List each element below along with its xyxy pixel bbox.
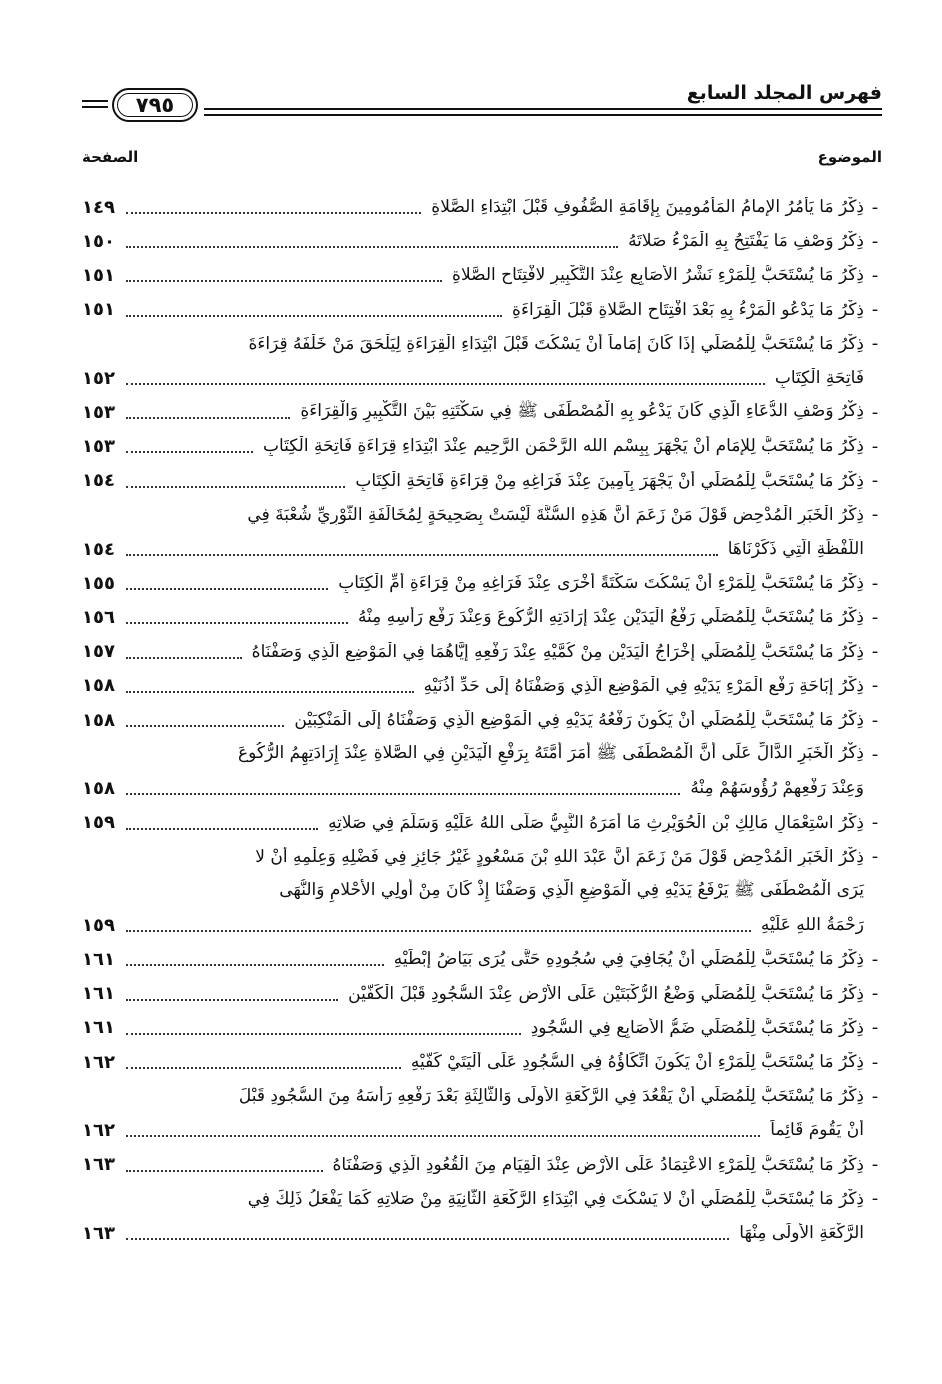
toc-entry-text: ذِكْرُ وَصْفِ مَا يَفْتَتِحُ بِهِ الْمَرْءُ صَلاتَهُ (628, 231, 864, 252)
entry-bullet: - (871, 504, 879, 526)
entry-bullet: - (871, 606, 879, 628)
header-rule-right (204, 114, 882, 116)
toc-entry-text: ذِكْرُ مَا يُسْتَحَبُّ لِلإِمَامِ أَنْ يَجْهَرَ بِبِسْمِ الله الرَّحْمَنِ الرَّحِيمِ عِنْدَ ابْتِدَاءِ قِرَاءَةِ فَاتِحَةِ الْكِتَابِ (262, 436, 864, 457)
toc-entry-line (82, 395, 882, 429)
entry-bullet: - (871, 812, 879, 834)
entry-bullet: - (871, 299, 879, 321)
toc-entry-text: أَنْ يَقُومَ قَائِماً (770, 1120, 864, 1141)
toc-page-number: ١٦٢ (82, 1119, 115, 1141)
header-rule-left (82, 106, 108, 108)
toc-entry-line (82, 942, 882, 976)
dot-leader (126, 1135, 760, 1137)
dot-leader (126, 212, 421, 214)
toc-entry-text: فَاتِحَةِ الْكِتَابِ (774, 368, 864, 388)
dot-leader (126, 1238, 729, 1240)
toc-page-number: ١٥١ (82, 264, 115, 286)
dot-leader (126, 930, 751, 932)
entry-bullet: - (871, 641, 879, 663)
dot-leader (126, 725, 284, 727)
entry-bullet: - (871, 743, 879, 765)
toc-entry-line (82, 190, 882, 224)
toc-entry-line (82, 361, 882, 395)
toc-page-number: ١٥٠ (82, 230, 115, 252)
toc-entry-text: ذِكْرُ مَا يُسْتَحَبُّ لِلْمُصَلِّي أَنْ يَكُونَ رَفْعُهُ يَدَيْهِ فِي الْمَوْضِعِ الَّذِي وَصَفْنَاهُ إِلَى الْمَنْكِبَيْنِ (294, 710, 864, 730)
column-label-page: الصفحة (82, 148, 139, 166)
toc-entry-line (82, 258, 882, 292)
toc-entry-line (82, 1045, 882, 1079)
entry-bullet: - (871, 264, 879, 286)
toc-entry-line (82, 1079, 882, 1113)
toc-entry-line (82, 703, 882, 737)
page-number-text: ٧٩٥ (135, 93, 175, 117)
toc-entry-text: ذِكْرُ الْخَبَرِ الْمُدْحِضِ قَوْلَ مَنْ زَعَمَ أَنَّ عَبْدَ اللهِ بْنَ مَسْعُودٍ غَيْرُ جَائِزٍ فِي فَضْلِهِ وَعِلْمِهِ أَنْ لا (255, 846, 864, 867)
dot-leader (126, 964, 384, 966)
dot-leader (126, 588, 328, 590)
dot-leader (126, 691, 414, 693)
toc-entry-text: ذِكْرُ مَا يُسْتَحَبُّ لِلْمَرْءِ نَشْرُ الأَصَابِعِ عِنْدَ التَّكْبِيرِ لافْتِتَاحِ الصَّلاةِ (452, 265, 864, 286)
dot-leader (126, 451, 253, 453)
toc-entry-line (82, 908, 882, 942)
toc-page-number: ١٥٤ (82, 538, 115, 560)
toc-entry-line (82, 498, 882, 532)
toc-entry-line (82, 806, 882, 840)
dot-leader (126, 383, 765, 385)
toc-page-number: ١٥٦ (82, 606, 115, 628)
toc-page-number: ١٥٢ (82, 367, 115, 389)
page-number (112, 88, 198, 122)
toc-page-number: ١٦٣ (82, 1154, 115, 1176)
dot-leader (126, 280, 442, 282)
toc-entry-line (82, 840, 882, 874)
entry-bullet: - (871, 675, 879, 697)
toc-entry-line (82, 977, 882, 1011)
toc-page-number: ١٥٨ (82, 709, 115, 731)
toc-page-number: ١٦١ (82, 948, 115, 970)
toc-entry-text: ذِكْرُ مَا يُسْتَحَبُّ لِلْمُصَلِّي إِذَا كَانَ إِمَاماً أَنْ يَسْكُتَ قَبْلَ ابْتِدَاءِ الْقِرَاءَةِ لِيَلْحَقَ مَنْ خَلْفَهُ قِرَاءَةَ (248, 333, 864, 354)
toc-entry-text: ذِكْرُ إِبَاحَةِ رَفْعِ الْمَرْءِ يَدَيْهِ فِي الْمَوْضِعِ الَّذِي وَصَفْنَاهُ إِلَى حَدِّ أُذُنَيْهِ (423, 675, 864, 696)
entry-bullet: - (871, 401, 879, 423)
toc-entry-line (82, 874, 882, 908)
header-rule-right (204, 108, 882, 110)
toc-entry-line (82, 669, 882, 703)
toc-page-number: ١٦٣ (82, 1222, 115, 1244)
toc-page-number: ١٥٧ (82, 641, 115, 663)
dot-leader (126, 1170, 323, 1172)
entry-bullet: - (871, 948, 879, 970)
toc-page-number: ١٥٩ (82, 914, 115, 936)
toc-entry-text: ذِكْرُ الْخَبَرِ الدَّالِّ عَلَى أَنَّ الْمُصْطَفَى ﷺ أَمَرَ أُمَّتَهُ بِرَفْعِ الْيَدَيْنِ فِي الصَّلاةِ عِنْدَ إِرَادَتِهِمُ الرُّكُوعَ (237, 742, 864, 763)
book-title: فهرس المجلد السابع (686, 82, 882, 104)
toc-entry-line (82, 737, 882, 771)
toc-entry-text: اللَّفْظَةِ الَّتِي ذَكَرْنَاهَا (727, 539, 864, 559)
toc-entry-text: ذِكْرُ مَا يُسْتَحَبُّ لِلْمُصَلِّي أَنْ لا يَسْكُتَ فِي ابْتِدَاءِ الرَّكْعَةِ الثَّانِيَةِ مِنْ صَلاتِهِ كَمَا يَفْعَلُ ذَلِكَ فِي (247, 1188, 864, 1209)
toc-page-number: ١٥٩ (82, 812, 115, 834)
entry-bullet: - (871, 709, 879, 731)
toc-entry-line (82, 600, 882, 634)
toc-entry-text: ذِكْرُ مَا يُسْتَحَبُّ لِلْمُصَلِّي إِخْرَاجُ الْيَدَيْنِ مِنْ كُمَّيْهِ عِنْدَ رَفْعِهِ إِيَّاهُمَا فِي الْمَوْضِعِ الَّذِي وَصَفْنَاهُ (251, 641, 864, 662)
toc-entry-line (82, 1113, 882, 1147)
toc-page-number: ١٥٣ (82, 401, 115, 423)
toc-entry-text: ذِكْرُ مَا يُسْتَحَبُّ لِلْمُصَلِّي أَنْ يَقْعُدَ فِي الرَّكْعَةِ الأُولَى وَالثَّالِثَةِ بَعْدَ رَفْعِهِ رَأْسَهُ مِنَ السُّجُودِ قَبْلَ (238, 1086, 864, 1107)
toc-page-number: ١٥١ (82, 299, 115, 321)
toc-entry-line (82, 1148, 882, 1182)
toc-entry-text: ذِكْرُ مَا يَأْمُرُ الإِمامُ المَأْمُومِينَ بِإِقَامَةِ الصُّفُوفِ قَبْلَ ابْتِدَاءِ الصَّلاةِ (431, 197, 864, 217)
dot-leader (126, 1067, 401, 1069)
dot-leader (126, 246, 618, 248)
entry-bullet: - (871, 983, 879, 1005)
dot-leader (126, 1033, 521, 1035)
toc-entry-line (82, 224, 882, 258)
toc-page-number: ١٦٢ (82, 1051, 115, 1073)
toc-entry-line (82, 327, 882, 361)
toc-entry-line (82, 429, 882, 463)
dot-leader (126, 554, 718, 556)
entry-bullet: - (871, 846, 879, 868)
toc-page-number: ١٤٩ (82, 196, 115, 218)
entry-bullet: - (871, 1154, 879, 1176)
toc-entry-line (82, 1182, 882, 1216)
entry-bullet: - (871, 196, 879, 218)
toc-entry-line (82, 1011, 882, 1045)
toc-page-number: ١٥٨ (82, 675, 115, 697)
entry-bullet: - (871, 572, 879, 594)
toc-page-number: ١٥٥ (82, 572, 115, 594)
dot-leader (126, 828, 318, 830)
toc-entry-text: ذِكْرُ وَصْفِ الدُّعَاءِ الَّذِي كَانَ يَدْعُو بِهِ الْمُصْطَفَى ﷺ فِي سَكْتَتِهِ بَيْنَ التَّكْبِيرِ وَالْقِرَاءَةِ (300, 400, 864, 421)
dot-leader (126, 315, 502, 317)
dot-leader (126, 486, 345, 488)
entry-bullet: - (871, 230, 879, 252)
toc-entry-line (82, 1216, 882, 1250)
page-header (0, 74, 942, 134)
toc-entry-text: ذِكْرُ مَا يُسْتَحَبُّ لِلْمَرْءِ أَنْ يَكُونَ اتِّكَاؤُهُ فِي السُّجُودِ عَلَى أَلْيَتَيْ كَفَّيْهِ (410, 1052, 864, 1072)
entry-bullet: - (871, 1051, 879, 1073)
entry-bullet: - (871, 333, 879, 355)
toc-page-number: ١٥٨ (82, 777, 115, 799)
dot-leader (126, 417, 290, 419)
entry-bullet: - (871, 1085, 879, 1107)
dot-leader (126, 657, 242, 659)
toc-entry-line (82, 635, 882, 669)
header-rule-left (82, 100, 108, 102)
toc-entry-text: ذِكْرُ مَا يُسْتَحَبُّ لِلْمُصَلِّي أَنْ يُجَافِيَ فِي سُجُودِهِ حَتَّى يُرَى بَيَاضُ إِبْطَيْهِ (393, 949, 864, 970)
dot-leader (126, 999, 338, 1001)
column-label-subject: الموضوع (817, 148, 882, 166)
toc-page-number: ١٥٤ (82, 470, 115, 492)
toc-entry-line (82, 293, 882, 327)
toc-entry-text: ذِكْرُ مَا يَدْعُو الْمَرْءُ بِهِ بَعْدَ افْتِتَاحِ الصَّلاةِ قَبْلَ الْقِرَاءَةِ (512, 299, 864, 320)
entry-bullet: - (871, 1188, 879, 1210)
toc-entry-text: ذِكْرُ اسْتِعْمَالِ مَالِكِ بْنِ الْحُوَيْرِثِ مَا أَمَرَهُ النَّبِيُّ صَلَّى اللهُ عَلَيْهِ وَسَلَّمَ فِي صَلاتِهِ (328, 812, 864, 833)
toc-entry-text: رَحْمَةُ اللهِ عَلَيْهِ (760, 915, 864, 936)
entry-bullet: - (871, 435, 879, 457)
toc-entry-text: الرَّكْعَةِ الأُولَى مِنْهَا (739, 1223, 864, 1243)
toc-entry-line (82, 532, 882, 566)
entry-bullet: - (871, 1017, 879, 1039)
dot-leader (126, 622, 348, 624)
toc-entry-line (82, 566, 882, 600)
toc-entry-text: ذِكْرُ مَا يُسْتَحَبُّ لِلْمُصَلِّي وَضْعُ الرُّكْبَتَيْنِ عَلَى الأَرْضِ عِنْدَ السُّجُودِ قَبْلَ الْكَفَّيْنِ (348, 983, 864, 1004)
toc-entry-text: ذِكْرُ مَا يُسْتَحَبُّ لِلْمُصَلِّي رَفْعُ الْيَدَيْنِ عِنْدَ إِرَادَتِهِ الرُّكُوعَ وَعِنْدَ رَفْعِ رَأْسِهِ مِنْهُ (357, 607, 864, 628)
toc-entry-text: ذِكْرُ مَا يُسْتَحَبُّ لِلْمُصَلِّي أَنْ يَجْهَرَ بِآمِينَ عِنْدَ فَرَاغِهِ مِنْ قِرَاءَةِ فَاتِحَةِ الْكِتَابِ (355, 470, 864, 491)
entry-bullet: - (871, 470, 879, 492)
toc-entry-text: ذِكْرُ مَا يُسْتَحَبُّ لِلْمَرْءِ الاعْتِمَادُ عَلَى الأَرْضِ عِنْدَ الْقِيَامِ مِنَ الْقُعُودِ الَّذِي وَصَفْنَاهُ (332, 1154, 864, 1175)
toc-entry-text: ذِكْرُ مَا يُسْتَحَبُّ لِلْمُصَلِّي ضَمُّ الأَصَابِعِ فِي السُّجُودِ (530, 1017, 864, 1038)
toc-entry-text: ذِكْرُ الْخَبَرِ الْمُدْحِضِ قَوْلَ مَنْ زَعَمَ أَنَّ هَذِهِ السُّنَّةَ لَيْسَتْ بِصَحِيحَةٍ لِمُخَالَفَةِ الثَّوْرِيِّ شُعْبَةَ فِي (247, 504, 864, 525)
toc-entry-text: وَعِنْدَ رَفْعِهِمْ رُؤُوسَهُمْ مِنْهُ (690, 778, 864, 799)
toc-page-number: ١٦١ (82, 1017, 115, 1039)
toc-entry-line (82, 464, 882, 498)
toc-page-number: ١٥٣ (82, 435, 115, 457)
toc-entry-line (82, 771, 882, 805)
dot-leader (126, 793, 680, 795)
toc-entry-text: ذِكْرُ مَا يُسْتَحَبُّ لِلْمَرْءِ أَنْ يَسْكُتَ سَكْتَةً أُخْرَى عِنْدَ فَرَاغِهِ مِنْ قِرَاءَةِ أُمِّ الْكِتَابِ (338, 573, 864, 594)
toc-entry-text: يَرَى الْمُصْطَفَى ﷺ يَرْفَعُ يَدَيْهِ فِي الْمَوْضِعِ الَّذِي وَصَفْنَا إِذْ كَانَ مِنْ أُولِي الأَحْلامِ وَالنُّهَى (279, 879, 864, 900)
toc-page-number: ١٦١ (82, 983, 115, 1005)
